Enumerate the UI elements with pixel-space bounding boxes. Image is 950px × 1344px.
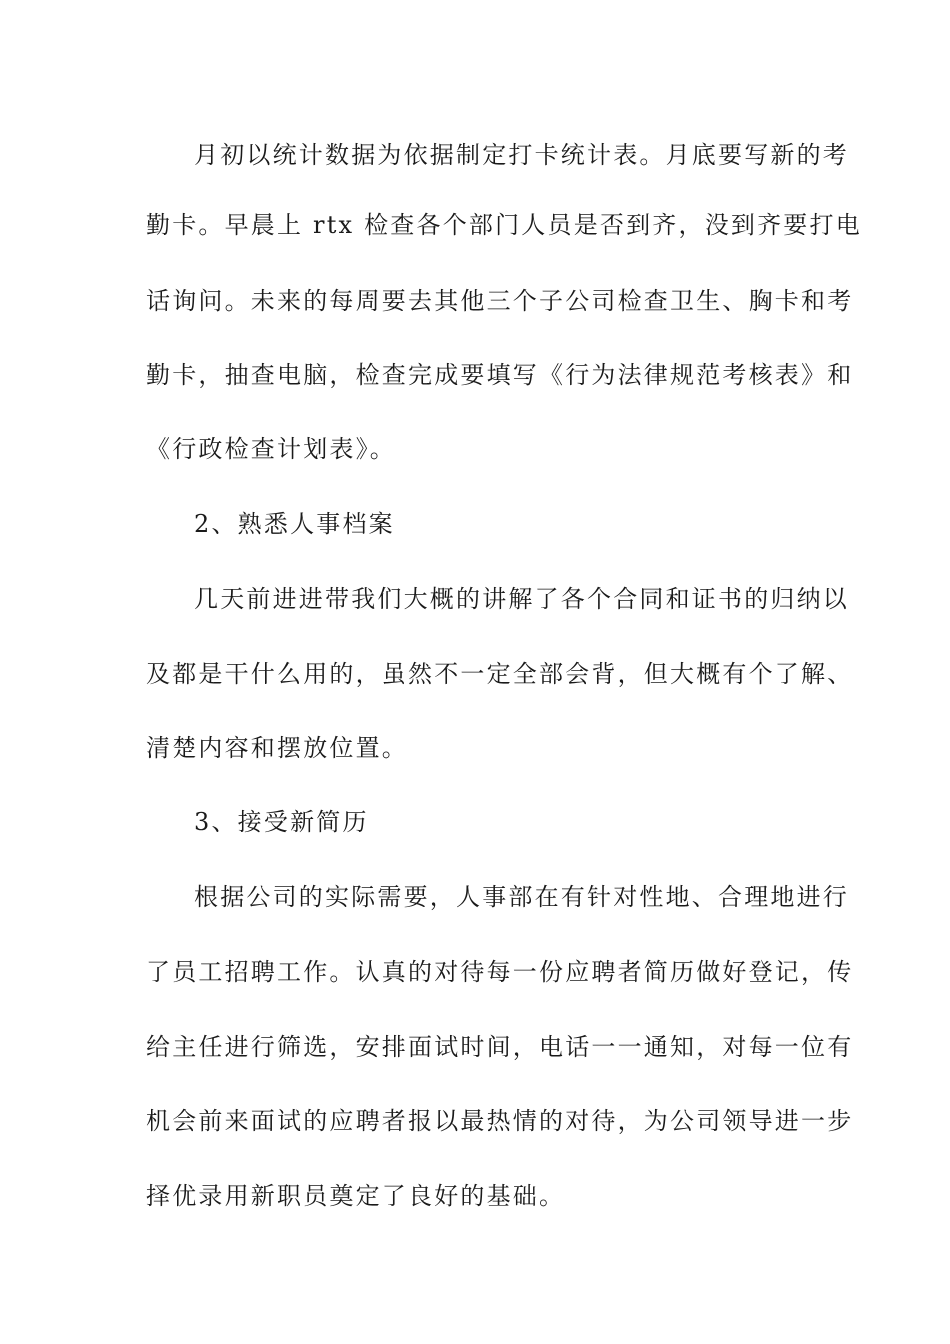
paragraph-line: 机会前来面试的应聘者报以最热情的对待，为公司领导进一步 <box>146 1107 854 1135</box>
paragraph-line: 根据公司的实际需要，人事部在有针对性地、合理地进行 <box>194 883 849 911</box>
paragraph-line: 及都是干什么用的，虽然不一定全部会背，但大概有个了解、 <box>146 660 854 688</box>
section-heading: 3、接受新简历 <box>194 808 369 836</box>
paragraph-line: 几天前进进带我们大概的讲解了各个合同和证书的归纳以 <box>194 585 849 613</box>
paragraph-line: 《行政检查计划表》。 <box>146 435 396 463</box>
paragraph-line: 给主任进行筛选，安排面试时间，电话一一通知，对每一位有 <box>146 1033 854 1061</box>
paragraph-line: 勤卡，抽查电脑，检查完成要填写《行为法律规范考核表》和 <box>146 361 854 389</box>
paragraph-line: 了员工招聘工作。认真的对待每一份应聘者简历做好登记，传 <box>146 958 854 986</box>
paragraph-line: 择优录用新职员奠定了良好的基础。 <box>146 1182 566 1210</box>
paragraph-line: 话询问。未来的每周要去其他三个子公司检查卫生、胸卡和考 <box>146 287 854 315</box>
paragraph-line: 清楚内容和摆放位置。 <box>146 734 408 762</box>
section-heading: 2、熟悉人事档案 <box>194 510 395 538</box>
paragraph-line: 勤卡。早晨上 rtx 检查各个部门人员是否到齐，没到齐要打电 <box>146 211 862 239</box>
paragraph-line: 月初以统计数据为依据制定打卡统计表。月底要写新的考 <box>194 141 849 169</box>
